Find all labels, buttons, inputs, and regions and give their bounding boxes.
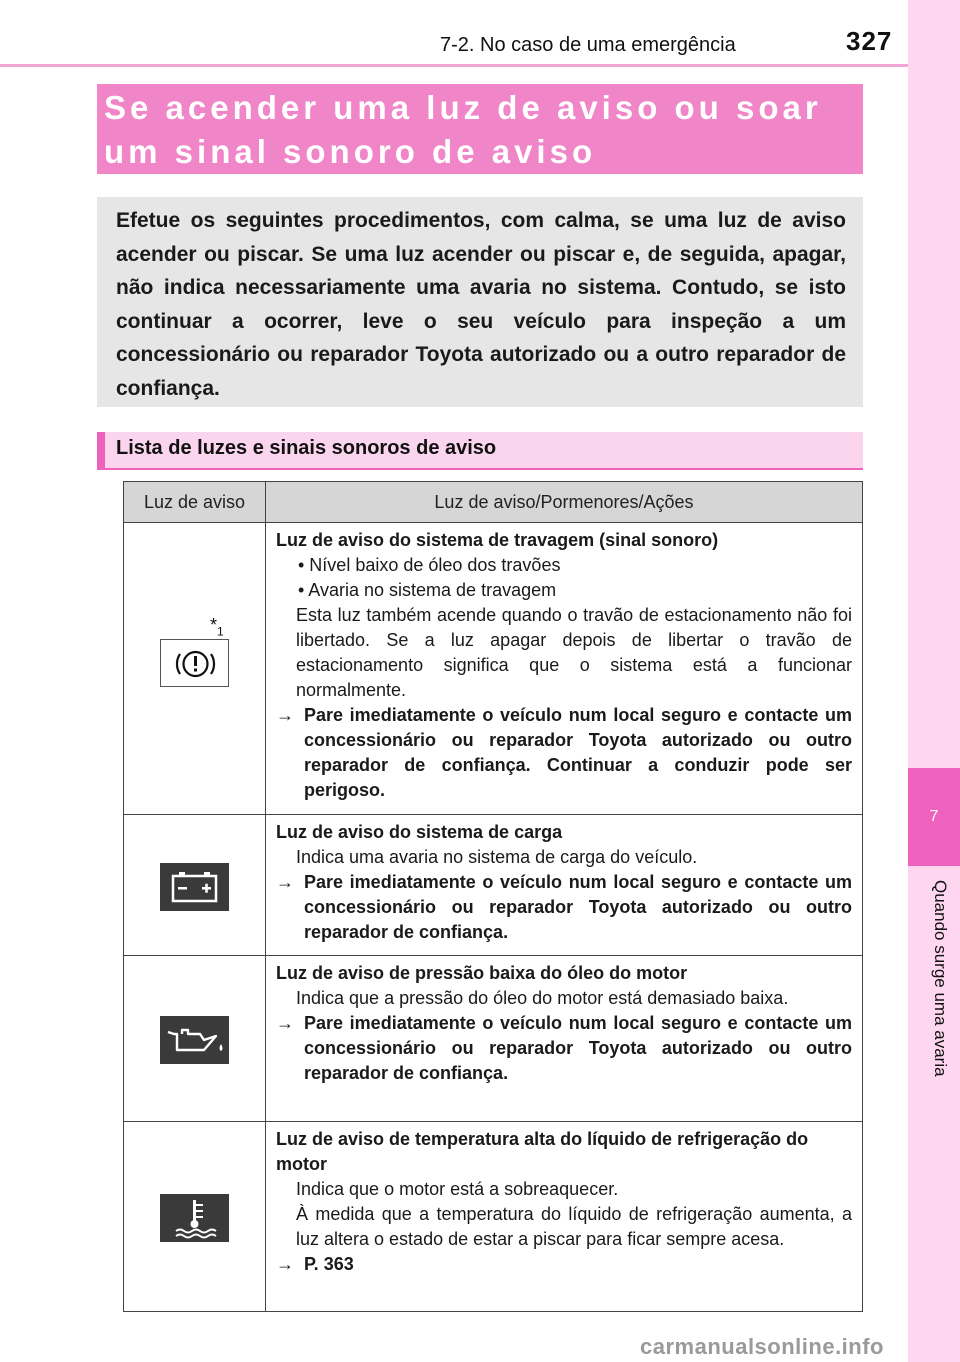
intro-text: Efetue os seguintes procedimentos, com calma, se uma luz de aviso acender ou piscar. Se uma luz acender ou piscar e, de seguida, apagar, não indica necessariamente uma avaria no sistema. Contudo, se isto continuar a ocorrer, leve o seu veículo para inspeção a um concessionário ou reparador Toyota autorizado ou a outro reparador de confiança. xyxy=(116,209,846,400)
list-item: • Avaria no sistema de travagem xyxy=(298,580,557,600)
subsection-underline xyxy=(97,468,863,470)
row-action xyxy=(276,703,852,803)
subsection-accent xyxy=(97,432,105,468)
page-reference-link[interactable]: P. 363 xyxy=(304,1254,354,1274)
arrow-icon: → xyxy=(276,1013,294,1033)
chapter-number[interactable]: 7 xyxy=(908,768,960,866)
subsection-title: Lista de luzes e sinais sonoros de aviso xyxy=(116,437,497,459)
table-row xyxy=(124,815,863,956)
section-header: 7-2. No caso de uma emergência xyxy=(440,34,736,56)
row-action xyxy=(276,1011,852,1086)
arrow-icon: → xyxy=(276,1254,294,1274)
column-header-light: Luz de aviso xyxy=(124,482,266,523)
table-row xyxy=(124,1122,863,1312)
table-row xyxy=(124,956,863,1122)
table-header-row xyxy=(124,482,863,523)
row-heading: Luz de aviso de pressão baixa do óleo do motor xyxy=(276,963,688,983)
row-heading: Luz de aviso de temperatura alta do líquido de refrigeração do motor xyxy=(276,1129,809,1174)
arrow-icon: → xyxy=(276,872,294,892)
row-action[interactable] xyxy=(276,1252,852,1277)
footnote-marker: $*_1$ xyxy=(210,615,224,639)
icon-cell xyxy=(124,815,266,956)
coolant-temperature-icon xyxy=(160,1194,229,1242)
arrow-icon: → xyxy=(276,705,294,725)
list-item: • Nível baixo de óleo dos travões xyxy=(298,555,561,575)
details-cell xyxy=(266,1122,863,1312)
oil-can-icon xyxy=(160,1016,229,1064)
details-cell xyxy=(266,815,863,956)
details-cell xyxy=(266,523,863,815)
page-number: 327 xyxy=(846,26,893,56)
header-rule xyxy=(0,64,908,67)
row-body: Indica uma avaria no sistema de carga do veículo. xyxy=(296,847,698,867)
battery-icon xyxy=(160,863,229,911)
row-heading: Luz de aviso do sistema de travagem (sinal sonoro) xyxy=(276,530,719,550)
row-heading: Luz de aviso do sistema de carga xyxy=(276,822,563,842)
action-text: Pare imediatamente o veículo num local seguro e contacte um concessionário ou reparador Toyota autorizado ou outro reparador de confiança. xyxy=(304,1013,852,1083)
chapter-title: Quando surge uma avaria xyxy=(931,880,950,1077)
brake-warning-icon xyxy=(160,639,229,687)
details-cell xyxy=(266,956,863,1122)
row-body: À medida que a temperatura do líquido de refrigeração aumenta, a luz altera o estado de estar a piscar para ficar sempre acesa. xyxy=(296,1204,852,1249)
table-row xyxy=(124,523,863,815)
page-title: Se acender uma luz de aviso ou soar um sinal sonoro de aviso xyxy=(104,89,822,170)
row-body: Esta luz também acende quando o travão de estacionamento não foi libertado. Se a luz apagar depois de libertar o travão de estacionamento significa que o sistema está a funcionar normalmente. xyxy=(296,605,852,700)
row-action xyxy=(276,870,852,945)
warning-lights-table xyxy=(123,481,863,1312)
watermark: carmanualsonline.info xyxy=(640,1334,884,1359)
action-text: Pare imediatamente o veículo num local seguro e contacte um concessionário ou reparador Toyota autorizado ou outro reparador de confiança. xyxy=(304,872,852,942)
icon-cell xyxy=(124,956,266,1122)
column-header-details: Luz de aviso/Pormenores/Ações xyxy=(266,482,863,523)
row-body: Indica que o motor está a sobreaquecer. xyxy=(296,1179,619,1199)
action-text: Pare imediatamente o veículo num local seguro e contacte um concessionário ou reparador Toyota autorizado ou outro reparador de confiança. Continuar a conduzir pode ser perigoso. xyxy=(304,705,852,800)
icon-cell xyxy=(124,523,266,815)
icon-cell xyxy=(124,1122,266,1312)
row-body: Indica que a pressão do óleo do motor está demasiado baixa. xyxy=(296,988,789,1008)
